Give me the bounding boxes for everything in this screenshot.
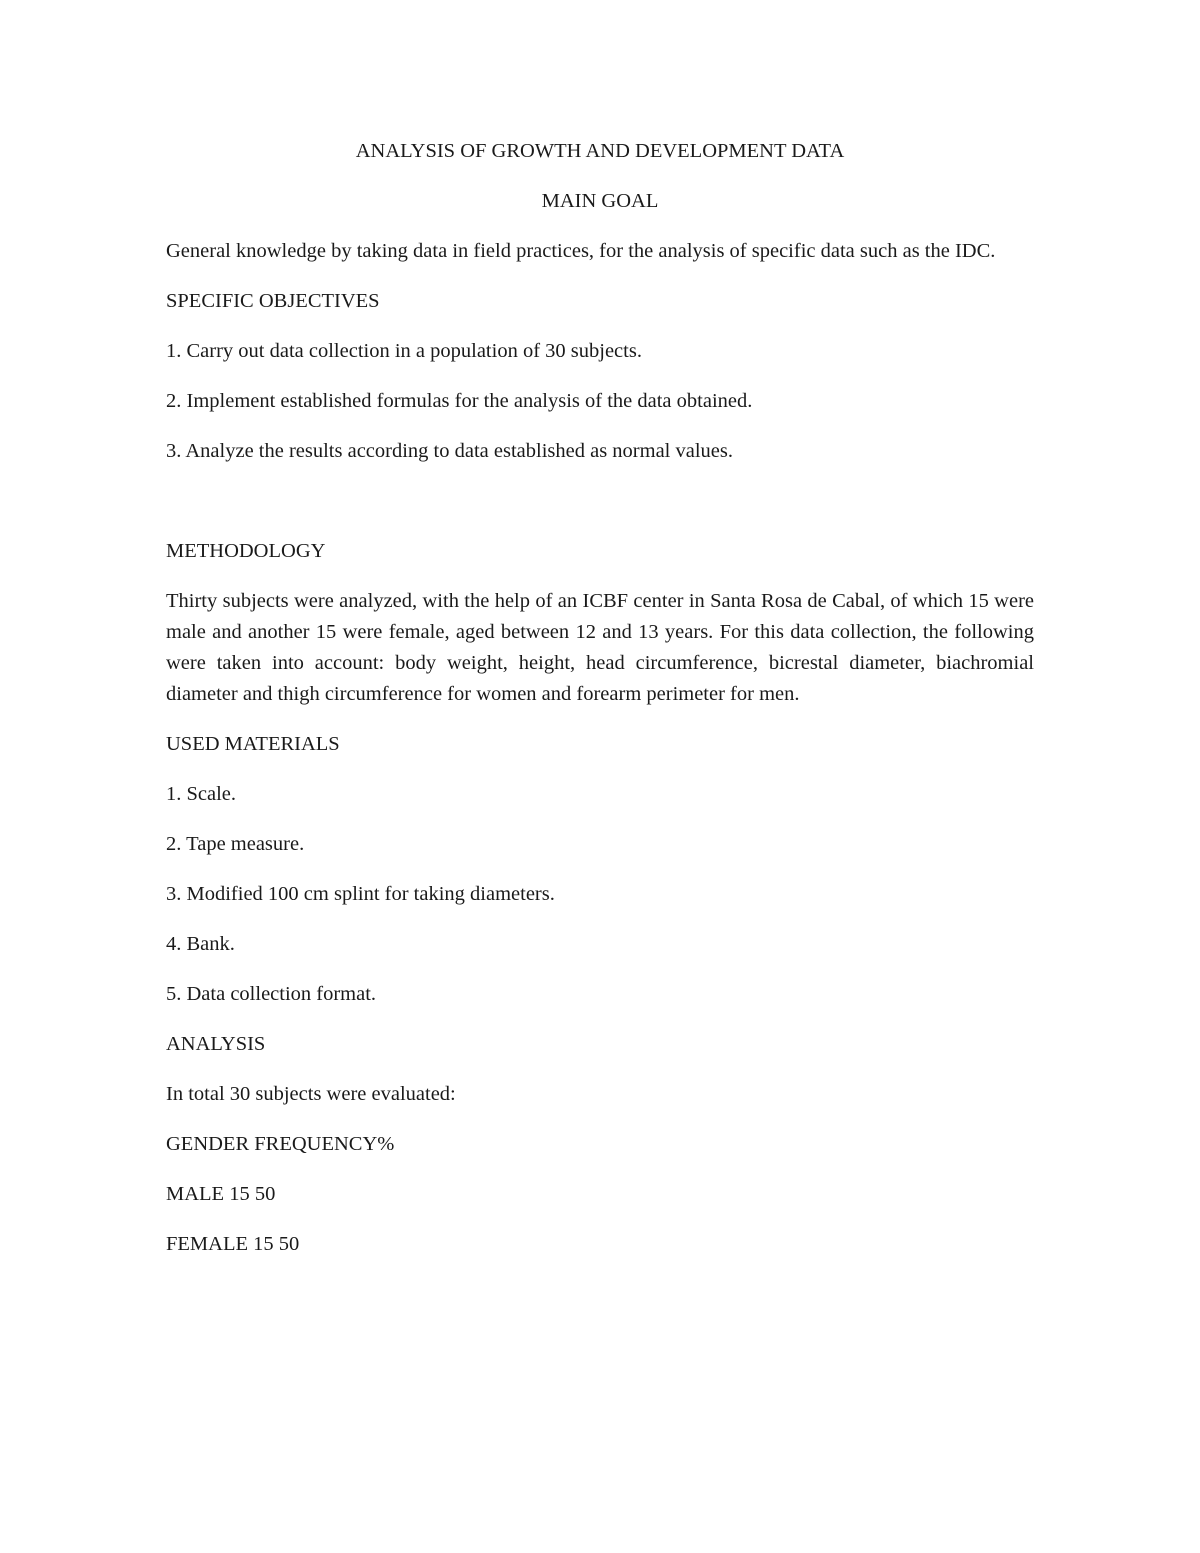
material-item: 4. Bank.	[166, 933, 235, 955]
analysis-heading: ANALYSIS	[166, 1033, 266, 1055]
material-item: 5. Data collection format.	[166, 983, 377, 1005]
methodology-text: Thirty subjects were analyzed, with the help of an ICBF center in Santa Rosa de Cabal, of which 15 were male and another 15 were female, aged between 12 and 13 years. For this data collection, the following were taken into account: body weight, height, head circumference, bicrestal diameter, biachromial diameter and thigh circumference for women and forearm perimeter for men.	[166, 590, 1034, 705]
document-body	[166, 136, 1034, 1279]
gender-table-row: FEMALE 15 50	[166, 1233, 300, 1255]
objective-item: 3. Analyze the results according to data established as normal values.	[166, 440, 733, 462]
gender-table-header: GENDER FREQUENCY%	[166, 1133, 395, 1155]
objective-item: 2. Implement established formulas for the analysis of the data obtained.	[166, 390, 753, 412]
document-title: ANALYSIS OF GROWTH AND DEVELOPMENT DATA	[355, 140, 845, 162]
main-goal-text: General knowledge by taking data in field practices, for the analysis of specific data such as the IDC.	[166, 240, 996, 262]
used-materials-heading: USED MATERIALS	[166, 733, 340, 755]
methodology-heading: METHODOLOGY	[166, 540, 326, 562]
material-item: 3. Modified 100 cm splint for taking diameters.	[166, 883, 555, 905]
objective-item: 1. Carry out data collection in a population of 30 subjects.	[166, 340, 642, 362]
spacer	[166, 486, 1034, 536]
material-item: 2. Tape measure.	[166, 833, 305, 855]
material-item: 1. Scale.	[166, 783, 237, 805]
gender-table-row: MALE 15 50	[166, 1183, 276, 1205]
analysis-intro: In total 30 subjects were evaluated:	[166, 1083, 456, 1105]
main-goal-heading: MAIN GOAL	[541, 190, 659, 212]
specific-objectives-heading: SPECIFIC OBJECTIVES	[166, 290, 380, 312]
